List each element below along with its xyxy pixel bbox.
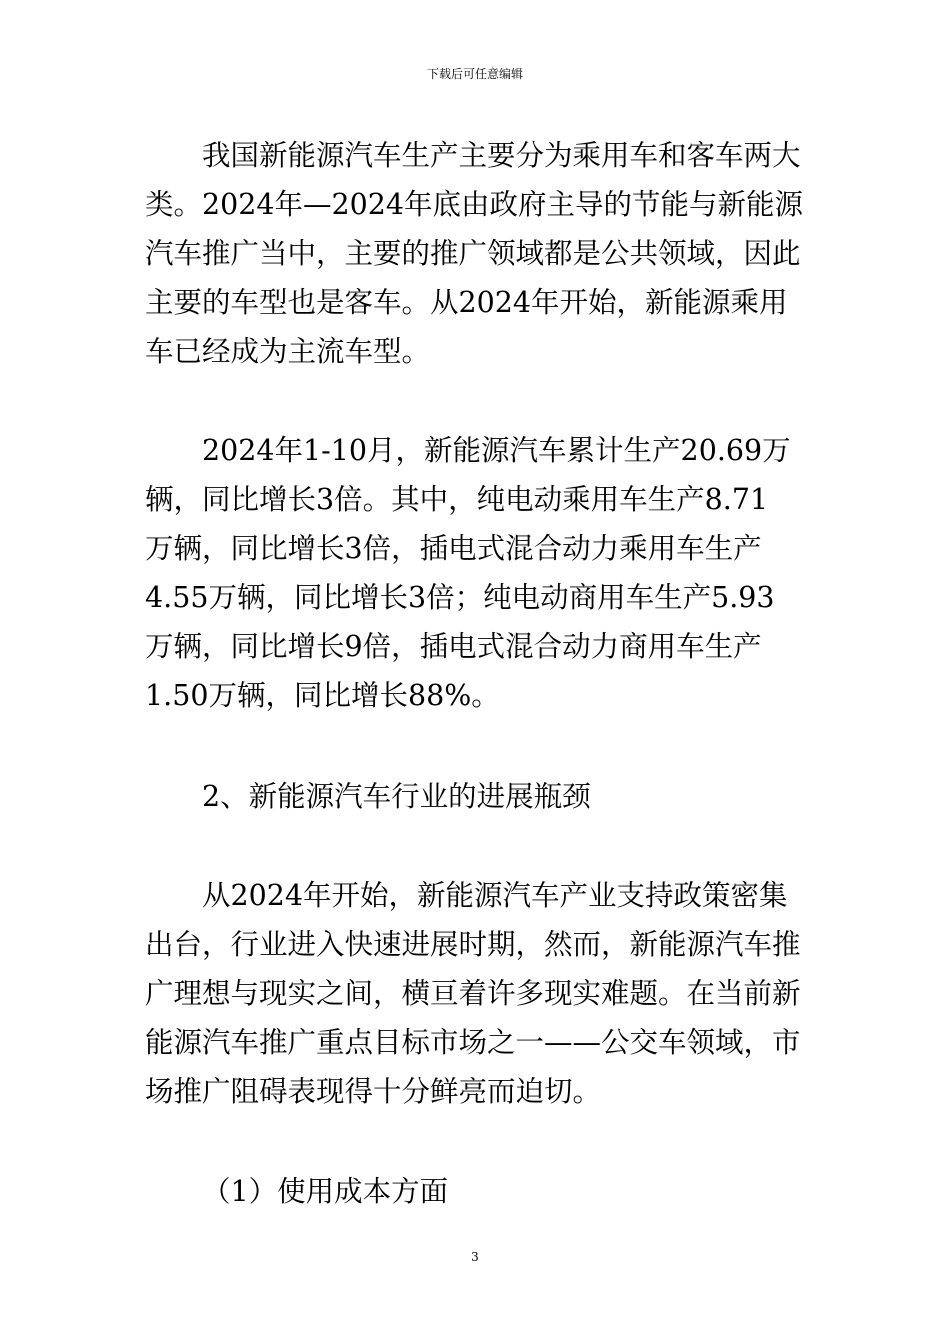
text-line: 辆，同比增长3倍。其中，纯电动乘用车生产8.71 bbox=[145, 483, 769, 516]
heading-text: 2、新能源汽车行业的进展瓶颈 bbox=[202, 780, 591, 813]
page-number: 3 bbox=[471, 1250, 479, 1264]
text-line: 1.50万辆，同比增长88%。 bbox=[145, 679, 500, 712]
text-line: 能源汽车推广重点目标市场之一——公交车领域，市 bbox=[145, 1026, 801, 1059]
text-line: 主要的车型也是客车。从2024年开始，新能源乘用 bbox=[145, 286, 788, 319]
text-line: 万辆，同比增长3倍，插电式混合动力乘用车生产 bbox=[145, 532, 762, 565]
paragraph-3 bbox=[145, 871, 805, 1116]
text-line: 类。2024年—2024年底由政府主导的节能与新能源 bbox=[145, 188, 804, 221]
text-line: 2024年1-10月，新能源汽车累计生产20.69万 bbox=[202, 434, 791, 467]
subheading-text: （1）使用成本方面 bbox=[202, 1175, 449, 1208]
text-line: 出台，行业进入快速进展时期，然而，新能源汽车推 bbox=[145, 928, 801, 961]
text-line: 汽车推广当中，主要的推广领域都是公共领域，因此 bbox=[145, 237, 801, 270]
page-header: 下载后可任意编辑 bbox=[426, 67, 523, 81]
text-line: 从2024年开始，新能源汽车产业支持政策密集 bbox=[202, 879, 788, 912]
text-line: 广理想与现实之间，横亘着许多现实难题。在当前新 bbox=[145, 977, 801, 1010]
text-line: 我国新能源汽车生产主要分为乘用车和客车两大 bbox=[202, 139, 801, 172]
text-line: 场推广阻碍表现得十分鲜亮而迫切。 bbox=[145, 1075, 602, 1108]
text-line: 万辆，同比增长9倍，插电式混合动力商用车生产 bbox=[145, 630, 762, 663]
paragraph-2 bbox=[145, 426, 805, 720]
subsection-heading bbox=[145, 1167, 805, 1216]
section-heading bbox=[145, 772, 805, 821]
paragraph-1 bbox=[145, 131, 805, 376]
text-line: 车已经成为主流车型。 bbox=[145, 335, 431, 368]
text-line: 4.55万辆，同比增长3倍；纯电动商用车生产5.93 bbox=[145, 581, 775, 614]
